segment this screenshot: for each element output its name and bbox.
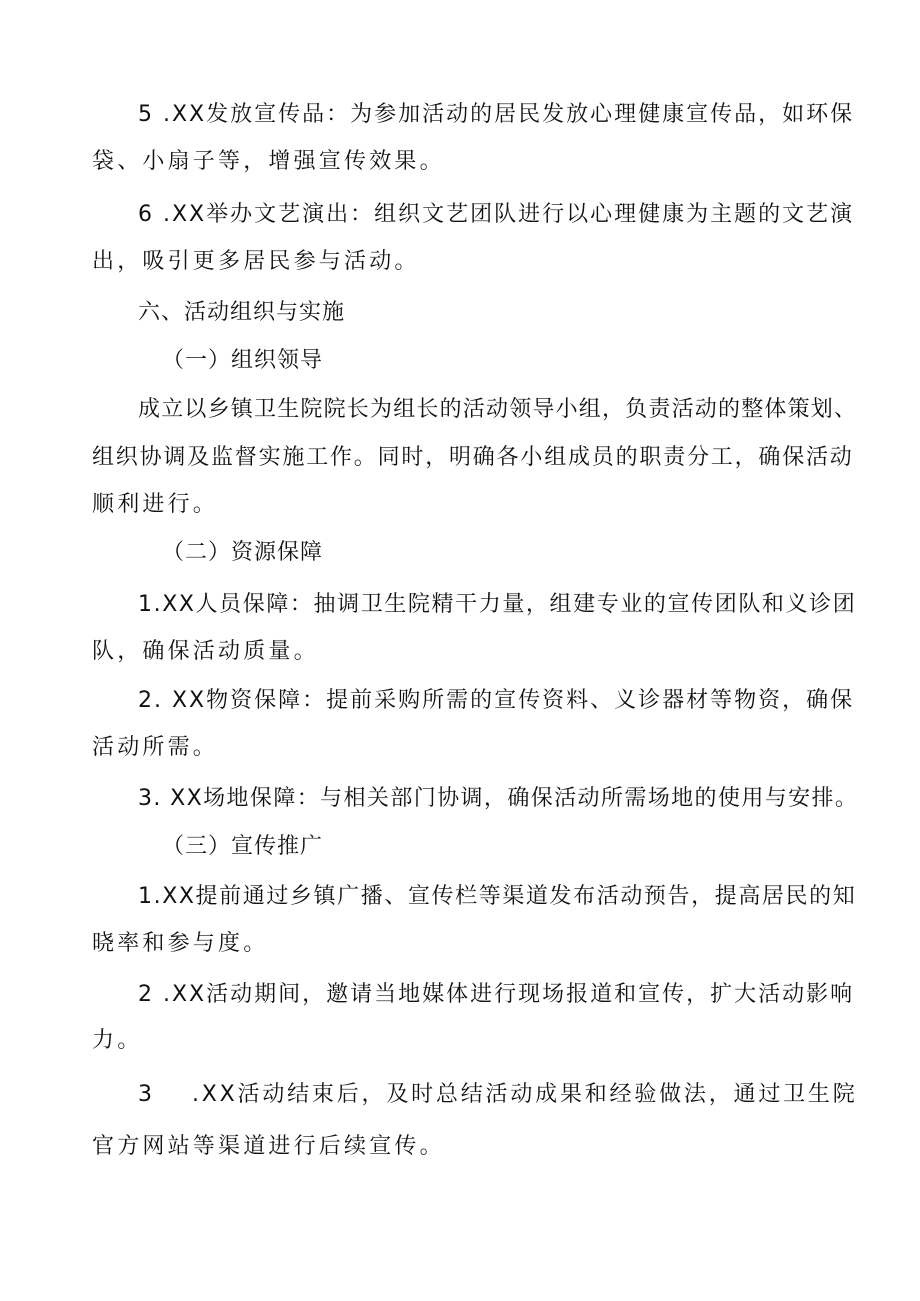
promo-2-line-1: 2 .XX活动期间，邀请当地媒体进行现场报道和宣传，扩大活动影响 [138,982,855,1007]
subsection-2-heading: （二）资源保障 [162,540,324,565]
staff-line-1: 1.XX人员保障：抽调卫生院精干力量，组建专业的宣传团队和义诊团 [138,592,857,617]
promo-3-number: 3 [138,1082,155,1107]
promo-3-line-1 [138,1080,858,1110]
promo-1-line-2: 晓率和参与度。 [92,931,269,956]
venue-line-1: 3. XX场地保障：与相关部门协调，确保活动所需场地的使用与安排。 [138,786,859,811]
material-line-2: 活动所需。 [92,735,219,760]
material-line-1: 2. XX物资保障：提前采购所需的宣传资料、义诊器材等物资，确保 [138,688,855,713]
promo-2-line-2: 力。 [92,1028,143,1053]
leadership-line-1: 成立以乡镇卫生院院长为组长的活动领导小组，负责活动的整体策划、 [138,397,858,422]
promo-3-line-2: 官方网站等渠道进行后续宣传。 [92,1134,445,1159]
item-5-line-1: 5 .XX发放宣传品：为参加活动的居民发放心理健康宣传品，如环保 [138,102,855,127]
subsection-3-heading: （三）宣传推广 [162,834,324,859]
subsection-1-heading: （一）组织领导 [162,348,324,373]
item-6-line-2: 出，吸引更多居民参与活动。 [92,249,420,274]
promo-3-text: .XX活动结束后，及时总结活动成果和经验做法，通过卫生院 [192,1082,858,1107]
section-6-heading: 六、活动组织与实施 [138,300,346,325]
staff-line-2: 队，确保活动质量。 [92,639,319,664]
leadership-line-3: 顺利进行。 [92,492,219,517]
promo-1-line-1: 1.XX提前通过乡镇广播、宣传栏等渠道发布活动预告，提高居民的知 [138,884,857,909]
item-6-line-1: 6 .XX举办文艺演出：组织文艺团队进行以心理健康为主题的文艺演 [138,202,855,227]
leadership-line-2: 组织协调及监督实施工作。同时，明确各小组成员的职责分工，确保活动 [92,445,854,470]
item-5-line-2: 袋、小扇子等，增强宣传效果。 [92,149,445,174]
